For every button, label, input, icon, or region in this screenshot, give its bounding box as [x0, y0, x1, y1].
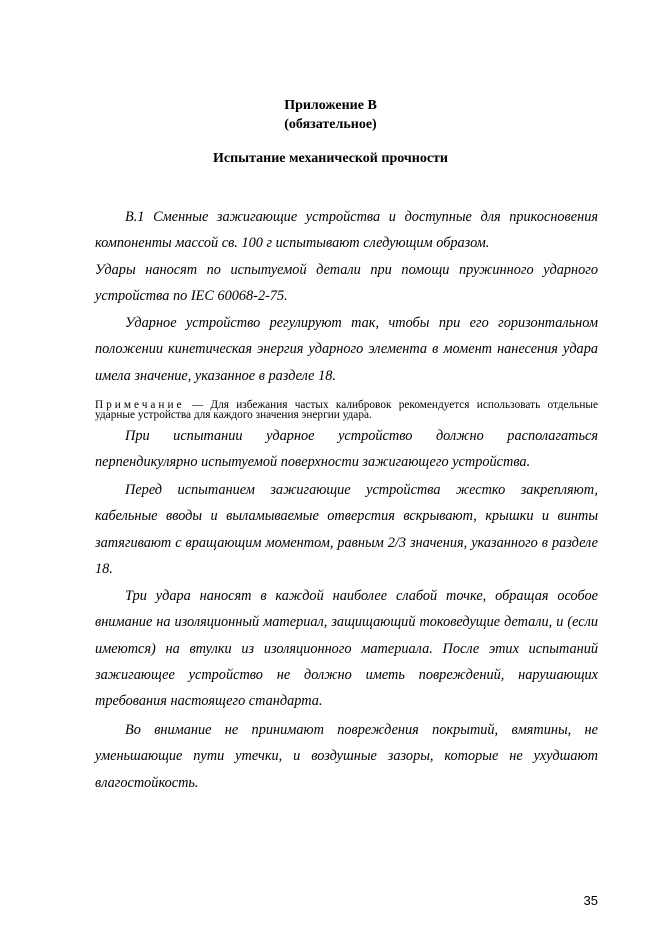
note — [95, 400, 598, 420]
paragraph-adjustment: Ударное устройство регулируют так, чтобы при его горизонтальном положении кинетическая энергия ударного элемента в момент нанесения удара имела значение, указанное в разделе 18. — [95, 315, 598, 384]
page-number: 35 — [583, 893, 598, 908]
paragraph-preparation: Перед испытанием зажигающие устройства жестко закрепляют, кабельные вводы и выламываемые отверстия вскрывают, крышки и винты затягивают с вращающим моментом, равным 2/3 значения, указанного в разделе 18. — [95, 482, 598, 577]
note-label: Примечание — [95, 399, 185, 411]
paragraph-ignored-damage: Во внимание не принимают повреждения покрытий, вмятины, не уменьшающие пути утечки, и воздушные зазоры, которые не ухудшают влагостойкость. — [95, 722, 598, 791]
note-text: — Для избежания частых калибровок рекомендуется использовать отдельные ударные устройства для каждого значения энергии удара. — [95, 399, 598, 421]
paragraph-three-blows: Три удара наносят в каждой наиболее слабой точке, обращая особое внимание на изоляционный материал, защищающий токоведущие детали, и (если имеются) на втулки из изоляционного материала. После этих испытаний зажигающее устройство не должно иметь повреждений, нарушающих требования настоящего стандарта. — [95, 588, 598, 710]
section-title: Испытание механической прочности — [213, 151, 448, 166]
appendix-status: (обязательное) — [284, 117, 377, 132]
paragraph-orientation: При испытании ударное устройство должно располагаться перпендикулярно испытуемой поверхности зажигающего устройства. — [95, 428, 598, 471]
paragraph-b1: В.1 Сменные зажигающие устройства и доступные для прикосновения компоненты массой св. 100 г испытывают следующим образом. — [95, 209, 598, 252]
appendix-title: Приложение В — [284, 98, 377, 113]
paragraph-impacts: Удары наносят по испытуемой детали при помощи пружинного ударного устройства по IEC 60068-2-75. — [95, 262, 598, 305]
